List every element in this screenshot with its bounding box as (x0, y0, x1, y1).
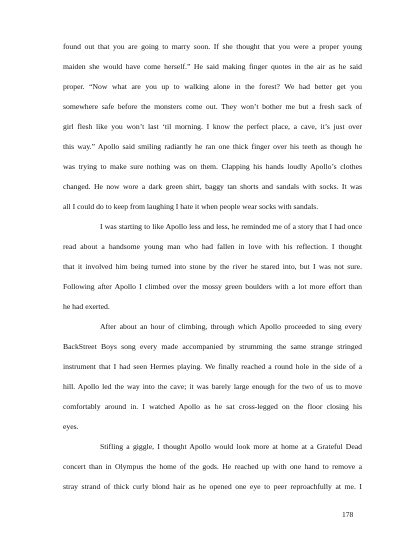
paragraph-first-line: Stifling a giggle, I thought Apollo would look more at home at a Grateful Dead (100, 442, 362, 451)
text-line: concert than in Olympus the home of the gods. He reached up with one hand to remove a (63, 462, 362, 471)
text-line: somewhere safe before the monsters come out. They won’t bother me but a fresh sack of (63, 102, 362, 111)
text-line: BackStreet Boys song every made accompanied by strumming the same strange stringed (63, 342, 362, 351)
text-line: eyes. (63, 422, 79, 431)
text-line: comfortably around in. I watched Apollo as he sat cross-legged on the floor closing his (63, 402, 362, 411)
text-line: this way.” Apollo said smiling radiantly he ran one thick finger over his teeth as though he (63, 142, 362, 151)
text-line: was trying to make sure nothing was on them. Clapping his hands loudly Apollo’s clothes (63, 162, 362, 171)
paragraph-first-line: After about an hour of climbing, through which Apollo proceeded to sing every (100, 322, 362, 331)
text-line: maiden she would have come herself.” He said making finger quotes in the air as he said (63, 62, 362, 71)
text-line: hill. Apollo led the way into the cave; it was barely large enough for the two of us to move (63, 382, 362, 391)
text-line: stray strand of thick curly blond hair as he opened one eye to peer reproachfully at me. I (63, 482, 362, 491)
text-line: Following after Apollo I climbed over the mossy green boulders with a lot more effort than (63, 282, 362, 291)
text-line: girl flesh like you won’t last ‘til morning. I know the perfect place, a cave, it’s just over (63, 122, 362, 131)
text-line: instrument that I had seen Hermes playing. We finally reached a round hole in the side of a (63, 362, 362, 371)
page-number: 178 (342, 510, 354, 519)
paragraph-first-line: I was starting to like Apollo less and less, he reminded me of a story that I had once (100, 222, 362, 231)
text-line: proper. “Now what are you up to walking alone in the forest? We had better get you (63, 82, 362, 91)
text-line: that it involved him being turned into stone by the river he stared into, but I was not sure. (63, 262, 362, 271)
text-line: found out that you are going to marry soon. If she thought that you were a proper young (63, 42, 362, 51)
text-line: read about a handsome young man who had fallen in love with his reflection. I thought (63, 242, 362, 251)
text-line: changed. He now wore a dark green shirt, baggy tan shorts and sandals with socks. It was (63, 182, 362, 191)
text-line: all I could do to keep from laughing I hate it when people wear socks with sandals. (63, 202, 319, 211)
text-line: he had exerted. (63, 302, 110, 311)
